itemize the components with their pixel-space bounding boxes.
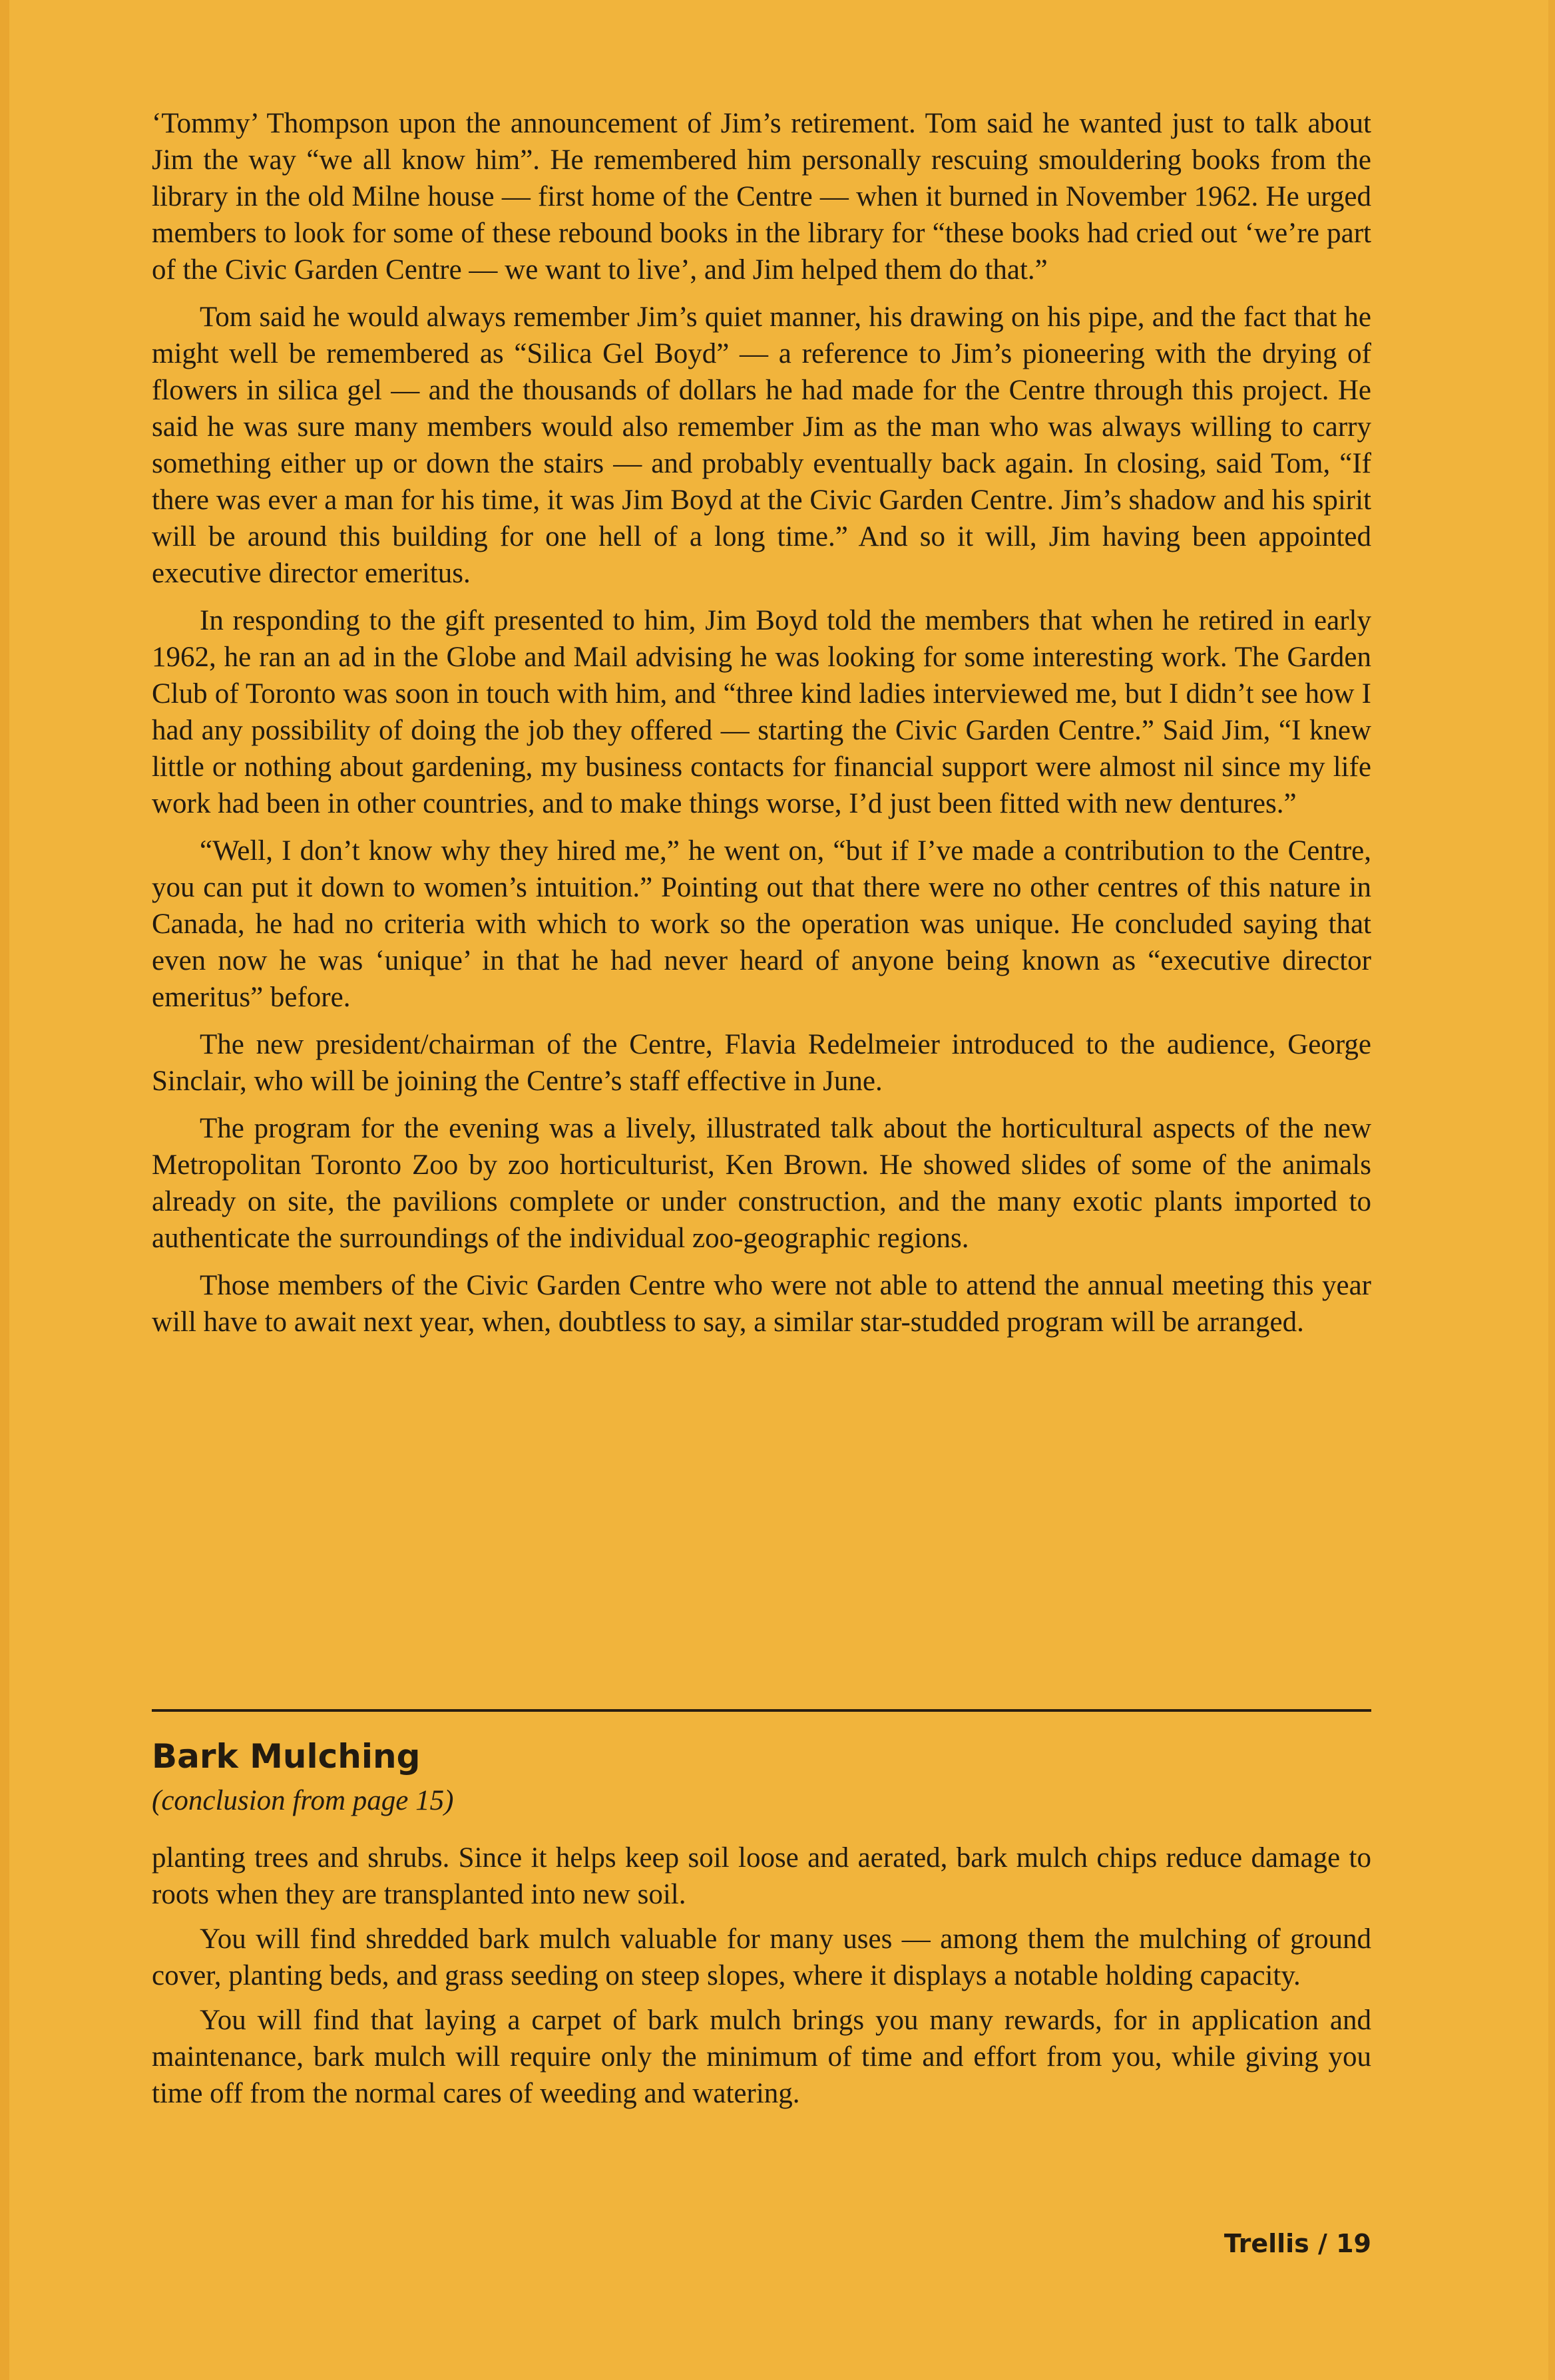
article-body [152,105,1371,1351]
article-paragraph: The program for the evening was a lively, illustrated talk about the horticultural aspects of the new Metropolitan Toronto Zoo by zoo horticulturist, Ken Brown. He showed slides of some of the animals already on site, the pavilions complete or under construction, and the many exotic plants imported to authenticate the surroundings of the individual zoo-geographic regions. [152,1113,1371,1254]
page-edge [1548,0,1555,2380]
section-title: Bark Mulching [152,1737,421,1776]
section-paragraph: You will find that laying a carpet of bark mulch brings you many rewards, for in application and maintenance, bark mulch will require only the minimum of time and effort from you, while giving you time off from the normal cares of weeding and watering. [152,2005,1371,2109]
article-paragraph: “Well, I don’t know why they hired me,” he went on, “but if I’ve made a contribution to the Centre, you can put it down to women’s intuition.” Pointing out that there were no other centres of this nature in Canada, he had no criteria with which to work so the operation was unique. He concluded saying that even now he was ‘unique’ in that he had never heard of anyone being known as “executive director emeritus” before. [152,835,1371,1013]
section-paragraph: You will find shredded bark mulch valuable for many uses — among them the mulching of ground cover, planting beds, and grass seeding on steep slopes, where it displays a notable holding capacity. [152,1923,1371,1991]
section-subtitle: (conclusion from page 15) [152,1785,454,1816]
article-paragraph: ‘Tommy’ Thompson upon the announcement of Jim’s retirement. Tom said he wanted just to talk about Jim the way “we all know him”. He remembered him personally rescuing smouldering books from the library in the old Milne house — first home of the Centre — when it burned in November 1962. He urged members to look for some of these rebound books in the library for “these books had cried out ‘we’re part of the Civic Garden Centre — we want to live’, and Jim helped them do that.” [152,108,1371,286]
article-paragraph: In responding to the gift presented to him, Jim Boyd told the members that when he retired in early 1962, he ran an ad in the Globe and Mail advising he was looking for some interesting work. The Garden Club of Toronto was soon in touch with him, and “three kind ladies interviewed me, but I didn’t see how I had any possibility of doing the job they offered — starting the Civic Garden Centre.” Said Jim, “I knew little or nothing about gardening, my business contacts for financial support were almost nil since my life work had been in other countries, and to make things worse, I’d just been fitted with new dentures.” [152,605,1371,819]
page-footer: Trellis / 19 [1223,2229,1371,2258]
article-paragraph: Tom said he would always remember Jim’s quiet manner, his drawing on his pipe, and the fact that he might well be remembered as “Silica Gel Boyd” — a reference to Jim’s pioneering with the drying of flowers in silica gel — and the thousands of dollars he had made for the Centre through this project. He said he was sure many members would also remember Jim as the man who was always willing to carry something either up or down the stairs — and probably eventually back again. In closing, said Tom, “If there was ever a man for his time, it was Jim Boyd at the Civic Garden Centre. Jim’s shadow and his spirit will be around this building for one hell of a long time.” And so it will, Jim having been appointed executive director emeritus. [152,301,1371,589]
section-paragraph: planting trees and shrubs. Since it helps keep soil loose and aerated, bark mulch chips reduce damage to roots when they are transplanted into new soil. [152,1842,1371,1910]
bark-mulching-section [152,1730,1371,2120]
article-paragraph: Those members of the Civic Garden Centre who were not able to attend the annual meeting this year will have to await next year, when, doubtless to say, a similar star-studded program will be arranged. [152,1270,1371,1338]
page-edge [0,0,9,2380]
section-body [152,1840,1371,2112]
section-divider [152,1709,1371,1712]
article-paragraph: The new president/chairman of the Centre, Flavia Redelmeier introduced to the audience, George Sinclair, who will be joining the Centre’s staff effective in June. [152,1029,1371,1097]
